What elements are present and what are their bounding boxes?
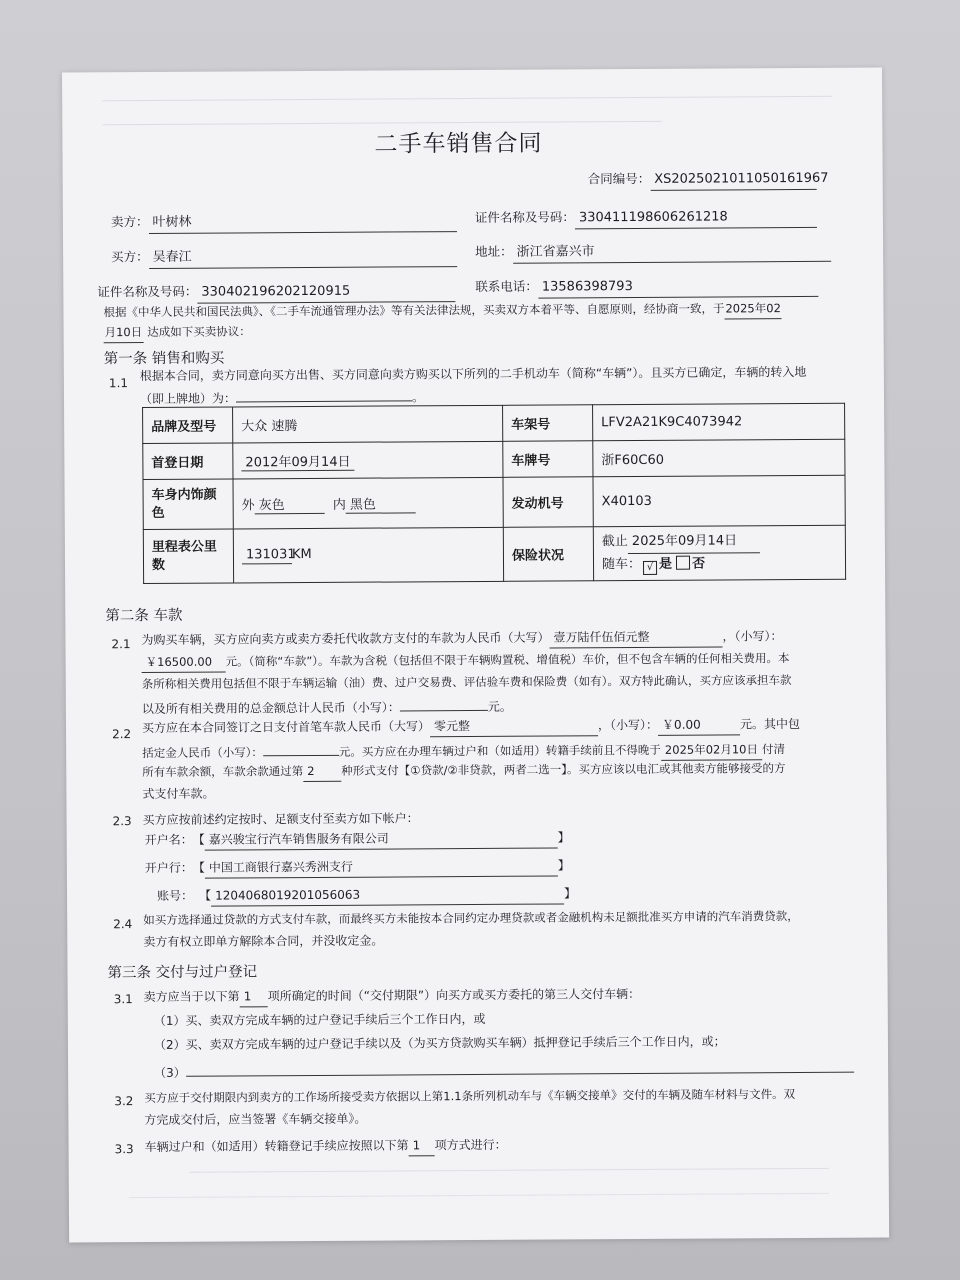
yes-label: 是 <box>658 556 673 572</box>
intro-text-b: 达成如下买卖协议： <box>147 324 251 339</box>
bank-name: 中国工商银行嘉兴秀洲支行 <box>205 855 558 878</box>
bank-row <box>145 855 570 879</box>
address-value: 浙江省嘉兴市 <box>513 241 831 264</box>
interior-color: 黑色 <box>346 493 416 513</box>
section-3-heading: 第三条 交付与过户登记 <box>107 964 258 982</box>
option-3-blank <box>186 1056 854 1077</box>
account-number-row <box>157 883 576 907</box>
clause-2-1-text-c: 元。（简称“车款”）。车款为含税（包括但不限于车辆购置税、增值税）车价，但不包含车辆的任何相关费用。本 <box>225 651 790 669</box>
table-row <box>143 403 845 443</box>
intro-date-a: 2025年02 <box>724 298 782 319</box>
plate-label: 车牌号 <box>503 441 593 478</box>
clause-2-1-line-2 <box>142 648 790 673</box>
delivery-item: 1 <box>240 986 268 1007</box>
bracket-right: 】 <box>557 830 570 845</box>
brand-label: 品牌及型号 <box>143 407 233 444</box>
seller-id-number: 330411198606261218 <box>575 207 817 229</box>
clause-2-3-text: 买方应按前述约定按时、足额支付至卖方如下帐户： <box>142 811 419 828</box>
color-label: 车身内饰颜色 <box>143 479 233 530</box>
account-number: 1204068019201056063 <box>211 883 564 906</box>
clause-2-2-text-e: 元。买方应在办理车辆过户和（如适用）转籍手续前且不得晚于 <box>338 742 661 759</box>
clause-2-3-number: 2.3 <box>112 814 132 829</box>
option-1: （1）买、卖双方完成车辆的过户登记手续后三个工作日内，或 <box>153 1011 486 1028</box>
table-row <box>143 475 845 529</box>
deposit-blank <box>263 739 339 756</box>
plate-value: 浙F60C60 <box>593 439 845 477</box>
reg-date-label: 首登日期 <box>143 443 233 480</box>
clause-2-2-number: 2.2 <box>112 727 132 742</box>
clause-2-2-line-4: 式支付车款。 <box>142 786 215 802</box>
vin-value: LFV2A21K9C4073942 <box>593 403 845 441</box>
clause-3-2-line-1: 买方应于交付期限内到卖方的工作场所接受卖方依据以上第1.1条所列机动车与《车辆交接单》交付的车辆及随车材料与文件。双 <box>144 1087 796 1106</box>
intro-line-2 <box>104 321 251 343</box>
bracket-right: 】 <box>564 886 577 901</box>
insurance-until-date: 2025年09月14日 <box>628 530 760 554</box>
no-checkbox[interactable] <box>676 556 690 570</box>
contract-paper <box>62 67 889 1242</box>
clause-2-1-text-a: 为购买车辆，买方应向卖方或卖方委托代收款方支付的车款为人民币（大写） <box>141 630 550 648</box>
phone-label: 联系电话： <box>475 278 538 294</box>
engine-label: 发动机号 <box>503 477 593 528</box>
contract-title: 二手车销售合同 <box>374 130 543 158</box>
clause-2-2-text-f: 付清 <box>761 742 785 757</box>
clause-2-1-text-e: 以及所有相关费用的总金额总计人民币（小写）： <box>141 700 400 717</box>
section-2-heading: 第二条 车款 <box>105 607 183 625</box>
account-name: 嘉兴骏宝行汽车销售服务有限公司 <box>205 827 558 850</box>
option-3 <box>154 1056 854 1083</box>
insurance-cell <box>593 525 845 581</box>
insurance-label: 保险状况 <box>503 527 593 582</box>
clause-1-1-number: 1.1 <box>108 376 129 391</box>
bracket-left: 【 <box>205 888 212 903</box>
clause-1-1-line-1: 根据本合同，卖方同意向买方出售、买方同意向卖方购买以下所列的二手机动车（简称“车辆”）。且买方已确定，车辆的转入地 <box>139 364 807 384</box>
clause-3-3-line <box>145 1135 507 1158</box>
exterior-prefix: 外 <box>241 497 255 513</box>
clause-3-2-line-2: 方完成交付后，应当签署《车辆交接单》。 <box>144 1111 367 1128</box>
seller-row <box>111 210 457 234</box>
total-fee-blank <box>400 694 488 712</box>
buyer-row <box>111 245 457 269</box>
interior-prefix: 内 <box>332 497 346 513</box>
clause-2-4-line-1: 如买方选择通过贷款的方式支付车款，而最终买方未能按本合同约定办理贷款或者金融机构未足额批准买方申请的汽车消费贷款， <box>143 909 799 928</box>
clause-2-1-number: 2.1 <box>111 637 131 652</box>
reverse-side-bleed <box>102 96 832 111</box>
bank-label: 开户行： <box>144 860 193 876</box>
clause-2-2-text-c: 元。其中包 <box>739 717 801 732</box>
mileage-value: 131031 <box>242 547 292 564</box>
reverse-side-bleed <box>129 1193 829 1208</box>
buyer-id-number: 330402196202120915 <box>197 281 455 304</box>
amount-lower: ￥16500.00 <box>142 652 226 674</box>
clause-3-3-number: 3.3 <box>114 1142 134 1157</box>
table-row <box>143 439 845 479</box>
reg-date-cell <box>233 441 503 479</box>
clause-2-2-text-a: 买方应在本合同签订之日支付首笔车款人民币（大写） <box>141 719 431 736</box>
reverse-side-bleed <box>189 1168 829 1183</box>
contract-number-row <box>587 168 829 191</box>
clause-3-1-text-a: 卖方应当于以下第 <box>143 989 240 1005</box>
no-label: 否 <box>692 556 706 572</box>
clause-1-1-text-b: （即上牌地）为： <box>139 391 237 407</box>
exterior-color: 灰色 <box>255 493 325 513</box>
clause-3-2-number: 3.2 <box>114 1094 134 1109</box>
clause-2-4-line-2: 卖方有权立即单方解除本合同，并没收定金。 <box>143 933 384 950</box>
option-3-label: （3） <box>154 1065 186 1080</box>
mileage-unit: KM <box>291 546 312 563</box>
with-car-label: 随车： <box>601 556 642 573</box>
clause-2-2-text-b: ，（小写）： <box>597 717 659 733</box>
account-number-label: 账号： <box>156 888 194 903</box>
clause-3-3-text-b: 项方式进行： <box>434 1137 507 1153</box>
account-name-label: 开户名： <box>144 832 193 848</box>
engine-value: X40103 <box>593 475 845 527</box>
vehicle-info-table <box>142 403 846 584</box>
phone-row <box>475 275 818 299</box>
seller-name: 叶树林 <box>148 211 456 234</box>
destination-blank <box>236 384 412 402</box>
clause-2-1-text-f: 元。 <box>487 699 512 714</box>
clause-2-2-text-g: 所有车款余额，车款余款通过第 <box>142 764 304 780</box>
clause-2-2-text-d: 括定金人民币（小写）： <box>142 745 263 761</box>
transfer-item: 1 <box>409 1135 435 1156</box>
payment-method: 2 <box>303 761 341 782</box>
clause-2-1-line-1 <box>141 626 782 651</box>
color-cell <box>233 477 503 529</box>
clause-2-1-text-b: ，（小写）： <box>722 629 783 644</box>
seller-id-row <box>475 206 817 230</box>
amount-upper: 壹万陆仟伍佰元整 <box>549 626 722 648</box>
clause-3-1-text-b: 项所确定的时间（“交付期限”）向买方或买方委托的第三人交付车辆： <box>267 986 641 1004</box>
clause-2-1-line-3: 条所称相关费用包括但不限于车辆运输（油）费、过户交易费、评估验车费和保险费（如有）。双方特此确认，买方应该承担车款 <box>141 673 792 692</box>
final-payment-date: 2025年02月10日 <box>661 739 762 761</box>
clause-2-4-number: 2.4 <box>113 917 133 932</box>
clause-2-2-line-1 <box>142 714 800 739</box>
account-name-row <box>145 827 570 851</box>
option-2: （2）买、卖双方完成车辆的过户登记手续以及（为买方贷款购买车辆）抵押登记手续后三个工作日内，或； <box>153 1034 726 1052</box>
section-1-heading: 第一条 销售和购买 <box>103 350 225 368</box>
clause-2-2-line-3 <box>142 758 785 783</box>
clause-3-1-number: 3.1 <box>113 992 133 1007</box>
phone-number: 13586398793 <box>538 276 818 299</box>
bracket-right: 】 <box>557 858 570 873</box>
buyer-id-label: 证件名称及号码： <box>97 283 198 300</box>
first-payment-lower: ￥0.00 <box>658 714 740 736</box>
intro-date-b: 月10日 <box>104 322 144 343</box>
clause-3-3-text-a: 车辆过户和（如适用）转籍登记手续应按照以下第 <box>144 1138 409 1155</box>
address-row <box>475 240 831 264</box>
intro-line-1 <box>103 298 782 323</box>
brand-value: 大众 速腾 <box>233 405 503 443</box>
mileage-cell <box>233 527 503 583</box>
seller-label: 卖方： <box>110 213 149 230</box>
contract-number: XS2025021011050161967 <box>650 169 816 191</box>
table-row <box>143 525 845 583</box>
buyer-name: 吴春江 <box>149 246 457 269</box>
bracket-left: 【 <box>198 860 205 875</box>
seller-id-label: 证件名称及号码： <box>474 209 575 225</box>
insurance-until-label: 截止 <box>601 534 628 550</box>
intro-text-a: 根据《中华人民共和国民法典》、《二手车流通管理办法》等有关法律法规，买卖双方本着平等、自愿原则，经协商一致，于 <box>103 301 725 320</box>
reg-date-value: 2012年09月14日 <box>241 450 354 471</box>
first-payment-upper: 零元整 <box>430 715 598 737</box>
address-label: 地址： <box>475 243 513 259</box>
vin-label: 车架号 <box>503 405 593 442</box>
buyer-label: 买方： <box>111 248 149 265</box>
bracket-left: 【 <box>198 832 205 847</box>
mileage-label: 里程表公里数 <box>143 529 233 584</box>
clause-3-1-line-1 <box>144 984 641 1008</box>
yes-checkbox[interactable]: √ <box>643 561 657 575</box>
clause-2-2-text-h: 种形式支付【①贷款/②非贷款，两者二选一】。买方应该以电汇或其他卖方能够接受的方 <box>341 761 786 778</box>
contract-number-label: 合同编号： <box>587 170 651 187</box>
clause-1-1-text-c: 。 <box>411 390 425 405</box>
